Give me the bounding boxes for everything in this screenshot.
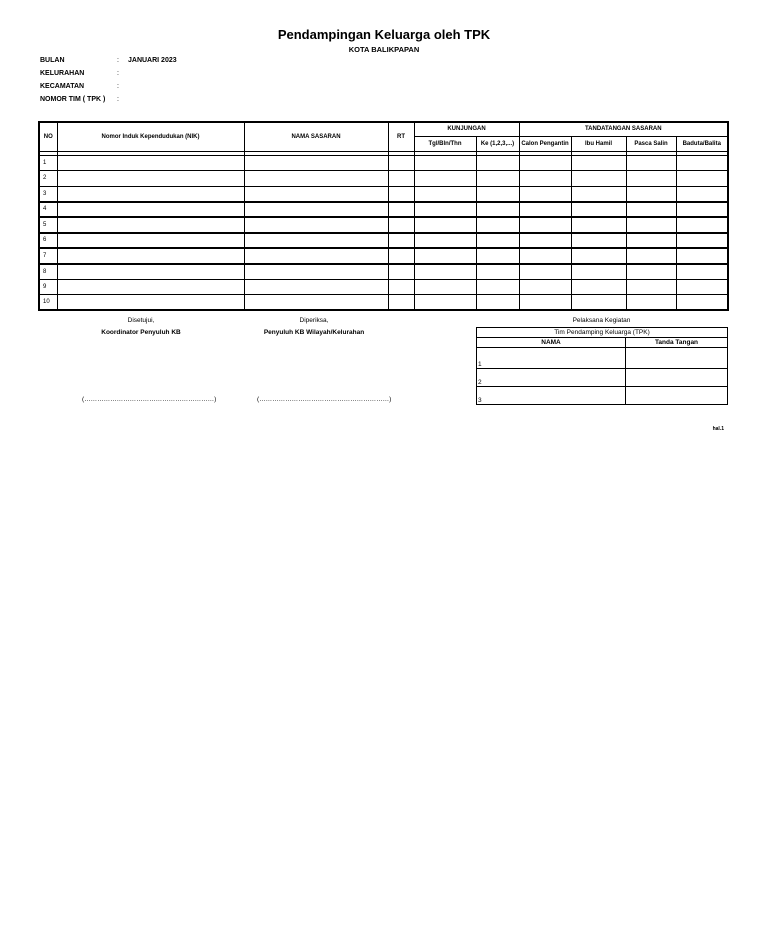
pelaksana-label: Pelaksana Kegiatan	[572, 317, 631, 324]
nik-cell[interactable]	[57, 186, 244, 202]
tgl-cell[interactable]	[414, 295, 476, 311]
table-row	[39, 233, 728, 249]
sub-pascasalin-header: Pasca Salin	[626, 136, 676, 151]
table-row	[39, 279, 728, 295]
catin-signature-cell[interactable]	[519, 233, 571, 249]
row-number: 2	[39, 171, 57, 187]
table-row	[39, 217, 728, 233]
pascasalin-signature-cell[interactable]	[626, 233, 676, 249]
tgl-cell[interactable]	[414, 264, 476, 280]
ke-cell[interactable]	[476, 155, 519, 171]
tpk-col-ttd-header: Tanda Tangan	[626, 338, 728, 348]
nama-cell[interactable]	[244, 295, 388, 311]
rt-cell[interactable]	[388, 264, 414, 280]
baduta-signature-cell[interactable]	[676, 202, 728, 218]
nik-cell[interactable]	[57, 279, 244, 295]
rt-cell[interactable]	[388, 217, 414, 233]
col-nama-header: NAMA SASARAN	[244, 122, 388, 151]
ke-cell[interactable]	[476, 233, 519, 249]
col-nik-header: Nomor Induk Kependudukan (NIK)	[57, 122, 244, 151]
nik-cell[interactable]	[57, 295, 244, 311]
row-number: 1	[39, 155, 57, 171]
pendampingan-table	[38, 121, 729, 311]
nama-cell[interactable]	[244, 217, 388, 233]
baduta-signature-cell[interactable]	[676, 171, 728, 187]
nomor-tim-colon: :	[117, 96, 119, 103]
tgl-cell[interactable]	[414, 202, 476, 218]
tpk-row	[477, 369, 728, 387]
ke-cell[interactable]	[476, 171, 519, 187]
sub-tgl-header: Tgl/Bln/Thn	[414, 136, 476, 151]
tgl-cell[interactable]	[414, 248, 476, 264]
catin-signature-cell[interactable]	[519, 171, 571, 187]
nama-cell[interactable]	[244, 155, 388, 171]
rt-cell[interactable]	[388, 202, 414, 218]
row-number: 6	[39, 233, 57, 249]
koordinator-signature-line: (……………………………………………………)	[82, 396, 217, 403]
nama-cell[interactable]	[244, 233, 388, 249]
pascasalin-signature-cell[interactable]	[626, 279, 676, 295]
ke-cell[interactable]	[476, 217, 519, 233]
bumil-signature-cell[interactable]	[571, 279, 626, 295]
tpk-nama-cell[interactable]: 1	[477, 348, 626, 369]
tpk-nama-cell[interactable]: 3	[477, 387, 626, 405]
bumil-signature-cell[interactable]	[571, 186, 626, 202]
rt-cell[interactable]	[388, 248, 414, 264]
row-number: 7	[39, 248, 57, 264]
koordinator-label: Koordinator Penyuluh KB	[101, 329, 181, 336]
nik-cell[interactable]	[57, 217, 244, 233]
tpk-ttd-cell[interactable]	[626, 369, 728, 387]
baduta-signature-cell[interactable]	[676, 248, 728, 264]
pascasalin-signature-cell[interactable]	[626, 217, 676, 233]
tpk-col-nama-header: NAMA	[477, 338, 626, 348]
tpk-row	[477, 348, 728, 369]
nik-cell[interactable]	[57, 171, 244, 187]
nama-cell[interactable]	[244, 171, 388, 187]
pascasalin-signature-cell[interactable]	[626, 202, 676, 218]
diperiksa-label: Diperiksa,	[299, 317, 329, 324]
catin-signature-cell[interactable]	[519, 279, 571, 295]
tgl-cell[interactable]	[414, 155, 476, 171]
ke-cell[interactable]	[476, 202, 519, 218]
catin-signature-cell[interactable]	[519, 155, 571, 171]
kecamatan-colon: :	[117, 83, 119, 90]
table-row	[39, 171, 728, 187]
ke-cell[interactable]	[476, 186, 519, 202]
col-no-header: NO	[39, 122, 57, 151]
bumil-signature-cell[interactable]	[571, 248, 626, 264]
nomor-tim-label: NOMOR TIM ( TPK )	[40, 96, 106, 103]
bumil-signature-cell[interactable]	[571, 202, 626, 218]
bumil-signature-cell[interactable]	[571, 155, 626, 171]
nama-cell[interactable]	[244, 264, 388, 280]
group-tandatangan-header: TANDATANGAN SASARAN	[519, 122, 728, 136]
catin-signature-cell[interactable]	[519, 295, 571, 311]
tgl-cell[interactable]	[414, 279, 476, 295]
table-row	[39, 186, 728, 202]
baduta-signature-cell[interactable]	[676, 233, 728, 249]
sub-catin-header: Calon Pengantin	[519, 136, 571, 151]
col-rt-header: RT	[388, 122, 414, 151]
tgl-cell[interactable]	[414, 186, 476, 202]
baduta-signature-cell[interactable]	[676, 295, 728, 311]
page-number: hal.1	[712, 426, 724, 432]
table-row	[39, 155, 728, 171]
disetujui-label: Disetujui,	[127, 317, 155, 324]
kelurahan-label: KELURAHAN	[40, 70, 85, 77]
page-title: Pendampingan Keluarga oleh TPK	[277, 27, 491, 42]
tgl-cell[interactable]	[414, 171, 476, 187]
tpk-table	[476, 327, 728, 405]
row-number: 4	[39, 202, 57, 218]
row-number: 3	[39, 186, 57, 202]
tpk-row	[477, 387, 728, 405]
row-number: 5	[39, 217, 57, 233]
kelurahan-colon: :	[117, 70, 119, 77]
kecamatan-label: KECAMATAN	[40, 83, 85, 90]
rt-cell[interactable]	[388, 171, 414, 187]
pascasalin-signature-cell[interactable]	[626, 248, 676, 264]
pascasalin-signature-cell[interactable]	[626, 155, 676, 171]
bumil-signature-cell[interactable]	[571, 233, 626, 249]
row-number: 10	[39, 295, 57, 311]
tpk-ttd-cell[interactable]	[626, 348, 728, 369]
nik-cell[interactable]	[57, 202, 244, 218]
nik-cell[interactable]	[57, 155, 244, 171]
bulan-colon: :	[117, 57, 119, 64]
ke-cell[interactable]	[476, 279, 519, 295]
table-row	[39, 202, 728, 218]
nama-cell[interactable]	[244, 186, 388, 202]
table-row	[39, 248, 728, 264]
catin-signature-cell[interactable]	[519, 186, 571, 202]
bumil-signature-cell[interactable]	[571, 295, 626, 311]
tpk-ttd-cell[interactable]	[626, 387, 728, 405]
rt-cell[interactable]	[388, 295, 414, 311]
sub-baduta-header: Baduta/Balita	[676, 136, 728, 151]
nama-cell[interactable]	[244, 248, 388, 264]
bulan-value: JANUARI 2023	[128, 57, 177, 64]
row-number: 8	[39, 264, 57, 280]
baduta-signature-cell[interactable]	[676, 155, 728, 171]
group-kunjungan-header: KUNJUNGAN	[414, 122, 519, 136]
rt-cell[interactable]	[388, 233, 414, 249]
bumil-signature-cell[interactable]	[571, 217, 626, 233]
tpk-caption: Tim Pendamping Keluarga (TPK)	[477, 328, 728, 338]
baduta-signature-cell[interactable]	[676, 264, 728, 280]
tgl-cell[interactable]	[414, 217, 476, 233]
tgl-cell[interactable]	[414, 233, 476, 249]
pascasalin-signature-cell[interactable]	[626, 171, 676, 187]
nama-cell[interactable]	[244, 279, 388, 295]
table-row	[39, 295, 728, 311]
baduta-signature-cell[interactable]	[676, 186, 728, 202]
nik-cell[interactable]	[57, 264, 244, 280]
page-subtitle: KOTA BALIKPAPAN	[348, 45, 420, 54]
baduta-signature-cell[interactable]	[676, 279, 728, 295]
ke-cell[interactable]	[476, 248, 519, 264]
penyuluh-signature-line: (……………………………………………………)	[257, 396, 392, 403]
sub-ke-header: Ke (1,2,3,...)	[476, 136, 519, 151]
row-number: 9	[39, 279, 57, 295]
bumil-signature-cell[interactable]	[571, 264, 626, 280]
rt-cell[interactable]	[388, 279, 414, 295]
ke-cell[interactable]	[476, 295, 519, 311]
table-row	[39, 264, 728, 280]
pascasalin-signature-cell[interactable]	[626, 295, 676, 311]
catin-signature-cell[interactable]	[519, 202, 571, 218]
catin-signature-cell[interactable]	[519, 264, 571, 280]
baduta-signature-cell[interactable]	[676, 217, 728, 233]
rt-cell[interactable]	[388, 155, 414, 171]
rt-cell[interactable]	[388, 186, 414, 202]
ke-cell[interactable]	[476, 264, 519, 280]
penyuluh-label: Penyuluh KB Wilayah/Kelurahan	[263, 329, 365, 336]
bumil-signature-cell[interactable]	[571, 171, 626, 187]
nik-cell[interactable]	[57, 248, 244, 264]
pascasalin-signature-cell[interactable]	[626, 186, 676, 202]
catin-signature-cell[interactable]	[519, 217, 571, 233]
nik-cell[interactable]	[57, 233, 244, 249]
catin-signature-cell[interactable]	[519, 248, 571, 264]
pascasalin-signature-cell[interactable]	[626, 264, 676, 280]
sub-bumil-header: Ibu Hamil	[571, 136, 626, 151]
bulan-label: BULAN	[40, 57, 65, 64]
nama-cell[interactable]	[244, 202, 388, 218]
tpk-nama-cell[interactable]: 2	[477, 369, 626, 387]
